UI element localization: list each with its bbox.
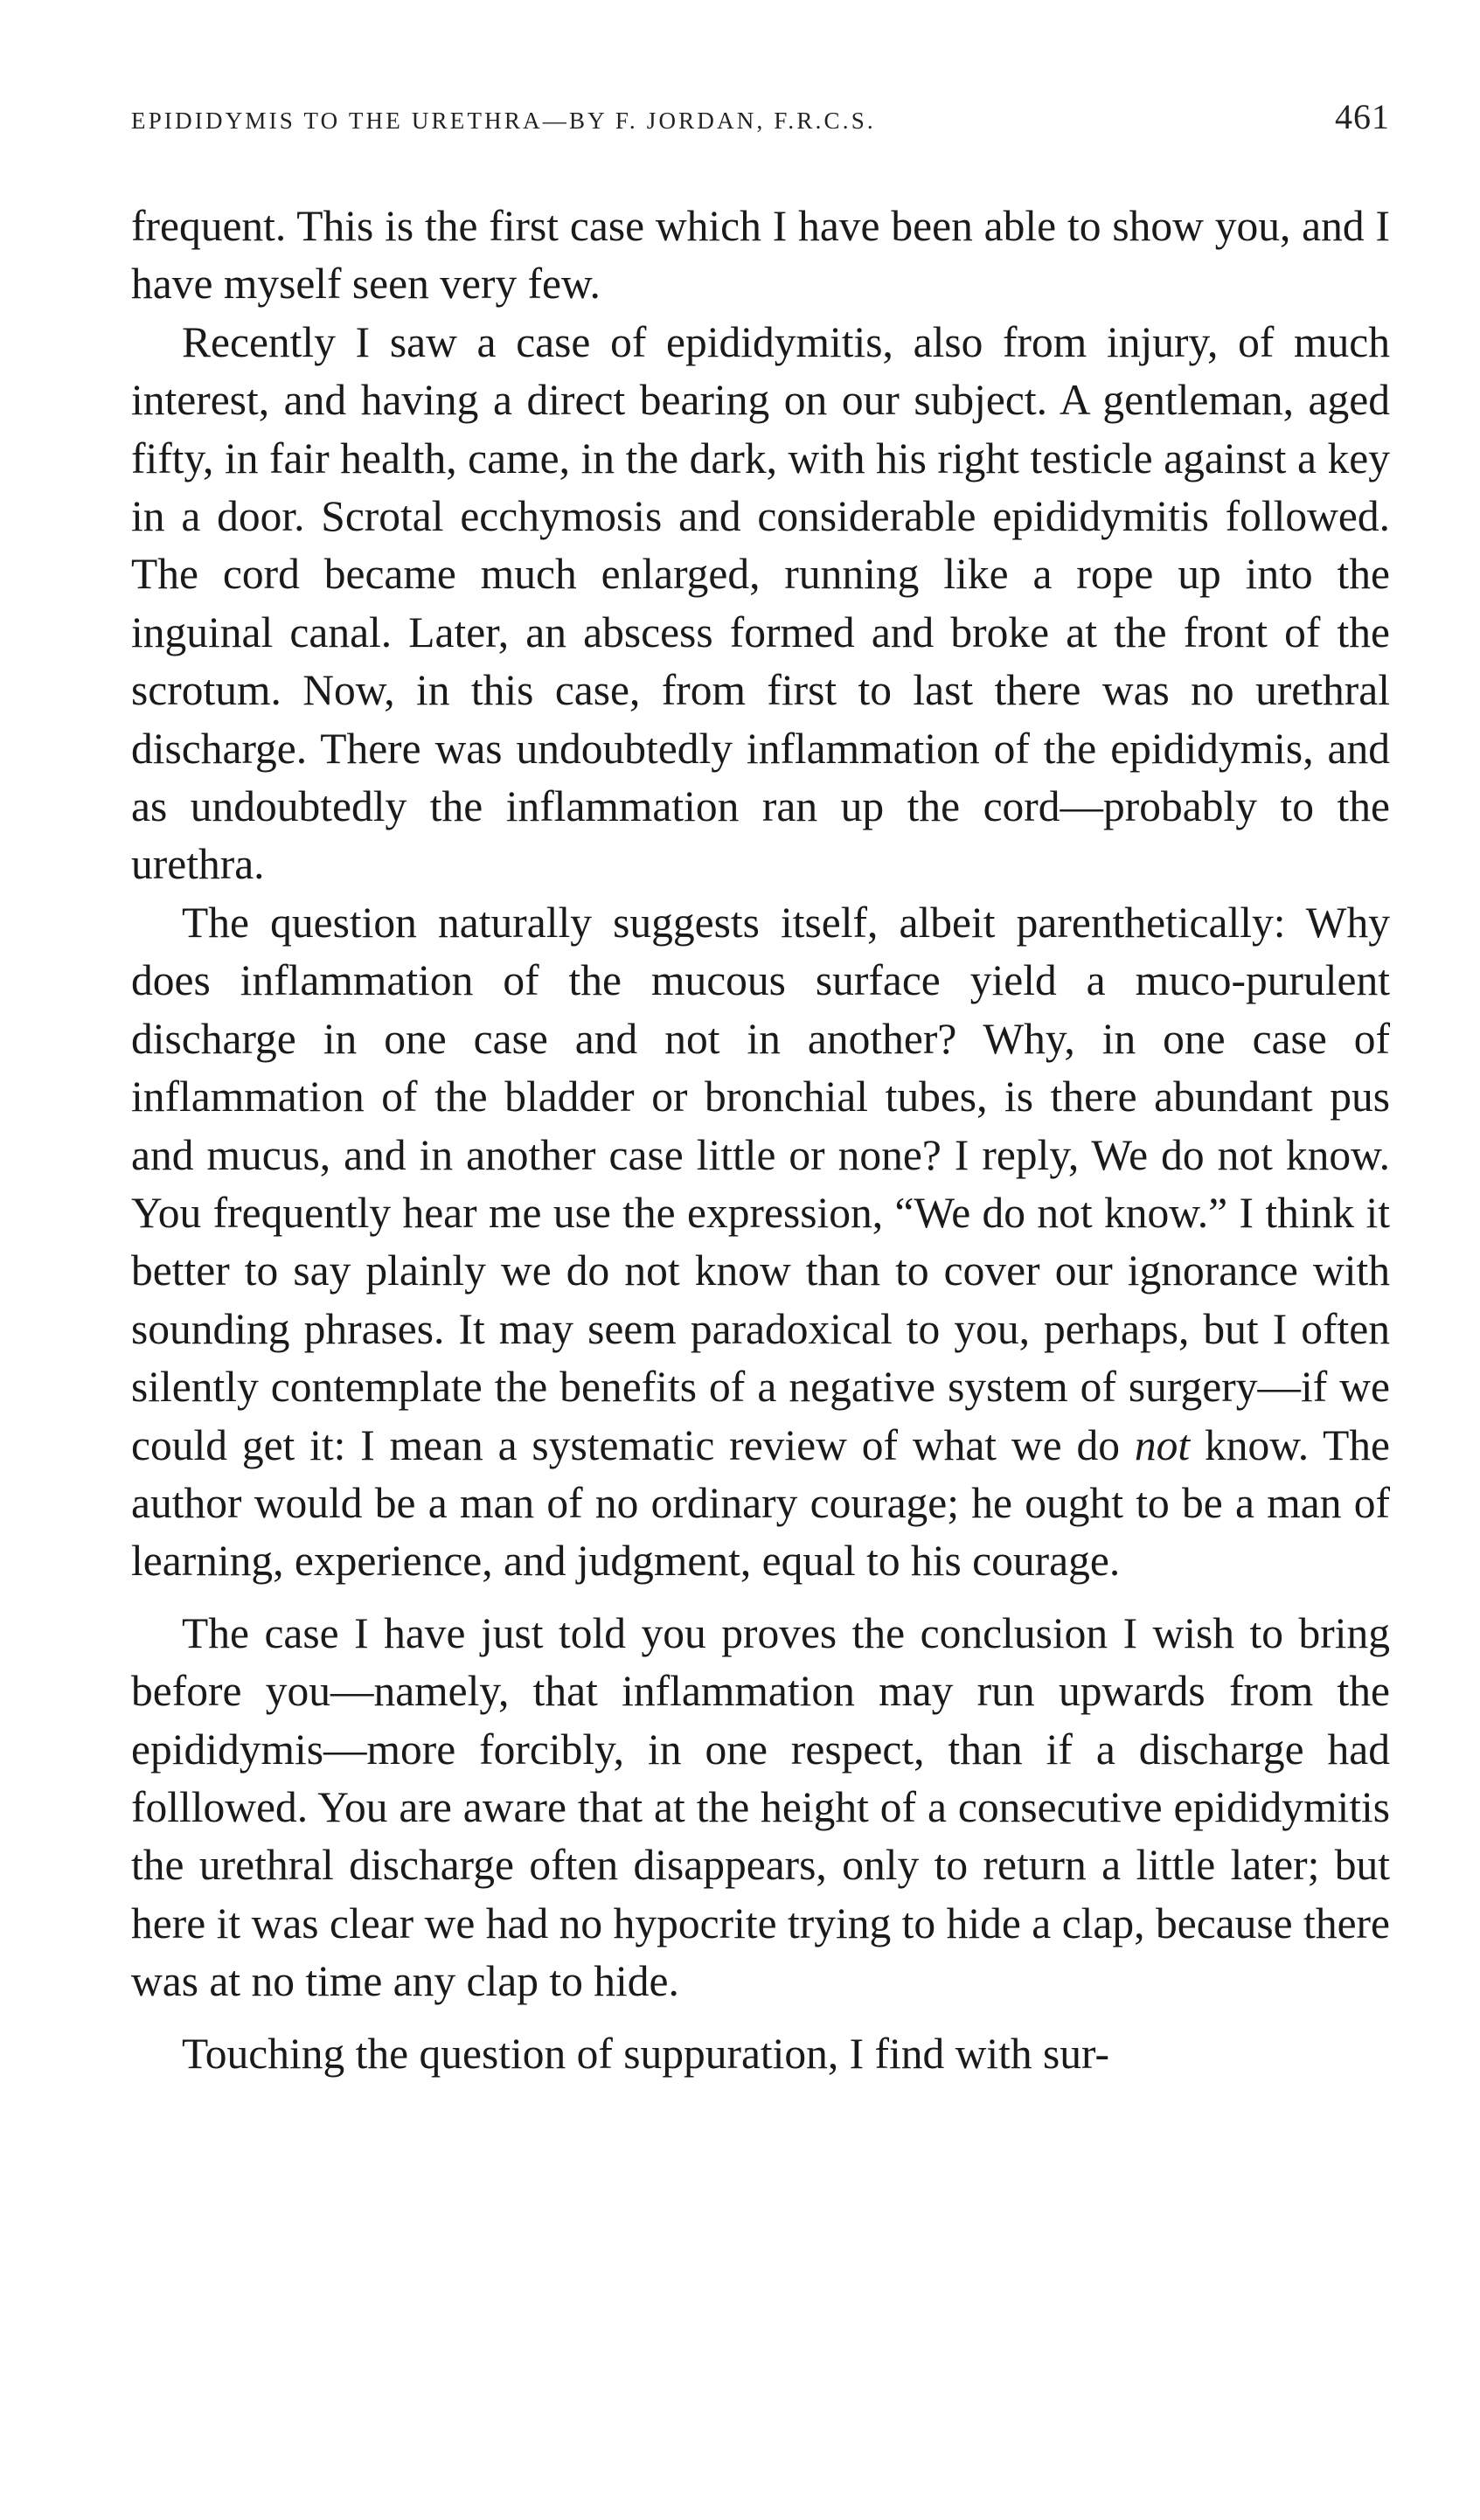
paragraph-2: Recently I saw a case of epididymitis, also from injury, of much interest, and having a direct bearing on our subject. A gentleman, aged fifty, in fair health, came, in the dark, with his right testicle against a key in a door. Scrotal ecchymosis and considerable epididymitis followed. The cord became much enlarged, running like a rope up into the inguinal canal. Later, an abscess formed and broke at the front of the scrotum. Now, in this case, from first to last there was no urethral discharge. There was undoubtedly inflammation of the epididymis, and as undoubtedly the inflammation ran up the cord—probably to the urethra.: [131, 317, 1390, 889]
page-number: 461: [1335, 97, 1390, 136]
paragraph-5: Touching the question of suppuration, I find with sur-: [182, 2029, 1110, 2078]
paragraph-3-text-before: The question naturally suggests itself, albeit parenthetically: Why does inflammation of the mucous surface yield a muco-purulent discharge in one case and not in another? Why, in one case of inflammation of the bladder or bronchial tubes, is there abundant pus and mucus, and in another case little or none? I reply, We do not know. You frequently hear me use the expression, “We do not know.” I think it better to say plainly we do not know than to cover our ignorance with sounding phrases. It may seem paradoxical to you, perhaps, but I often silently contemplate the benefits of a negative system of surgery—if we could get it: I mean a systematic review of what we do: [131, 898, 1390, 1469]
paragraph-3: [131, 894, 1390, 1591]
paragraph-1: frequent. This is the first case which I have been able to show you, and I have myself seen very few.: [131, 202, 1390, 309]
emphasized-word: not: [1134, 1420, 1191, 1469]
running-head: EPIDIDYMIS TO THE URETHRA—BY F. JORDAN, F.R.C.S.: [131, 108, 876, 134]
paragraph-4: The case I have just told you proves the conclusion I wish to bring before you—namely, that inflammation may run upwards from the epididymis—more forcibly, in one respect, than if a discharge had folllowed. You are aware that at the height of a consecutive epididymitis the urethral discharge often disappears, only to return a little later; but here it was clear we had no hypocrite trying to hide a clap, because there was at no time any clap to hide.: [131, 1608, 1390, 2006]
page-header: [131, 96, 1390, 157]
book-page: [131, 96, 1390, 2083]
paragraph-3-text-after: know. The author would be a man of no ordinary courage; he ought to be a man of learning, experience, and judgment, equal to his courage.: [131, 1420, 1391, 1586]
body-text: [131, 198, 1390, 2083]
